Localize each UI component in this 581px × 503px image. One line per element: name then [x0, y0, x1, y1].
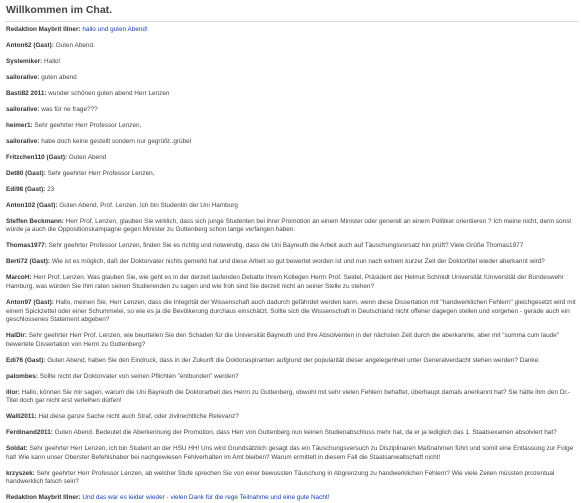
chat-message — [6, 58, 578, 67]
chat-message — [6, 26, 578, 35]
message-text: Sehr geehrter Professor Lenzen, finden Sie es richtig und notwendig, dass die Uni Bayreuth die Arbeit auch auf Täuschungsvorsatz hin prüft? Viele Grüße Thomas1977 — [48, 242, 524, 250]
message-sender: krzyszek: — [6, 469, 35, 477]
message-text: Hallo, meinen Sie, Herr Lenzen, dass die Integrität der Wissenschaft auch dadurch gefährdet werden kann, wenn diese Dissertation mit "handwerklichen Fehlern" gleichgesetzt wird mit einem Spickzettel oder einer Schummelei, so wie es ja die Bevölkerung durchaus einschätzt. Sollte sich die Wissenschaft in Deutschland nicht offener dagegen stellen und vorgehen - gerade auch ein geschlossenes Statement abgeben? — [6, 298, 576, 324]
message-sender: Det80 (Gast): — [6, 169, 46, 177]
message-sender: Anton102 (Gast): — [6, 201, 58, 209]
message-sender: Soldat: — [6, 445, 28, 453]
message-sender: MarcoH: — [6, 274, 32, 282]
message-sender: Redaktion Maybrit Illner: — [6, 494, 81, 502]
chat-message — [6, 242, 578, 251]
message-sender: Redaktion Maybrit Illner: — [6, 26, 81, 33]
message-sender: sailoralive: — [6, 137, 40, 145]
chat-message — [6, 218, 578, 235]
message-text: Und das war es leider wieder - vielen Dank für die rege Teilnahme und eine gute Nacht! — [82, 494, 330, 502]
message-sender: sailoralive: — [6, 105, 40, 113]
chat-message — [6, 445, 578, 462]
message-sender: Thomas1977: — [6, 242, 47, 250]
message-text: 23 — [47, 185, 55, 193]
chat-message — [6, 122, 578, 131]
message-text: wunder schönen guten abend Herr Lenzen — [48, 89, 170, 97]
message-sender: Steffen Beckmann: — [6, 217, 64, 225]
message-text: Herr Prof. Lenzen. Was glauben Sie, wie geht es in der derzeit laufenden Debatte Ihrem Kollegen Herrn Prof. Seidel, Präsident der Helmut Schmidt Universität /Universität der Bundeswehr Hamburg, was würden Sie Ihm raten seinen Studierenden zu sagen und wie froh sind Sie derzeit nicht an seiner Stelle zu stehen? — [6, 274, 564, 290]
chat-title: Willkommen im Chat. — [6, 4, 113, 16]
message-text: Sollte nicht der Doktorvater von seinen Pflichten "entbunden" werden? — [39, 372, 239, 380]
message-sender: Ferdinand2011: — [6, 429, 53, 437]
message-text: Sehr geehrter Herr Professor Lenzen, ab welcher Stufe sprechen Sie von einer bewussten Täuschung in Abgrenzung zu handwerklichen Fehlern? Wie viele Zeilen müssten prozentual handwerklich falsch sein? — [6, 469, 555, 486]
chat-message — [6, 494, 578, 503]
chat-message — [6, 413, 578, 422]
title-divider — [6, 21, 578, 22]
message-sender: heimer1: — [6, 121, 33, 129]
message-sender: palombes: — [6, 372, 38, 380]
message-text: Hat diese ganze Sache nicht auch Straf, oder zivilrechtliche Relevanz? — [38, 413, 239, 421]
message-text: Guten Abend — [68, 153, 107, 161]
message-text: Guten Abend, Prof. Lenzen. Ich bin Studentin der Uni Hamburg — [59, 201, 238, 209]
chat-message — [6, 389, 578, 406]
message-list — [6, 26, 578, 503]
chat-message — [6, 42, 578, 51]
chat-message — [6, 429, 578, 438]
chat-message — [6, 170, 578, 179]
message-text: Sehr geehrter Herr Professor Lenzen, — [47, 169, 155, 177]
message-sender: HalDir: — [6, 332, 27, 340]
message-sender: Berti72 (Gast): — [6, 258, 51, 266]
chat-message — [6, 332, 578, 349]
message-sender: Edi76 (Gast): — [6, 356, 46, 364]
message-sender: Fritzchen110 (Gast): — [6, 153, 68, 161]
message-text: Guten Abend. — [55, 41, 95, 49]
message-sender: Anton97 (Gast): — [6, 298, 54, 306]
message-text: Sehr geehrter Herr Professor Lenzen, — [34, 121, 142, 129]
message-text: Guten Abend. Bedeutet die Aberkennung der Promotion, dass Herr von Guttenberg nun keinen Studienabschluss mehr hat, da er ja lediglich das 1. Staatsexamen absolviert hat? — [54, 429, 557, 437]
chat-message — [6, 90, 578, 99]
message-text: Wie ist es möglich, daß der Doktorvater nichts gemerkt hat und diese Arbeit so gut bewertet worden ist und nun nach extrem kurzer Zeit der Doktortitel wieder aberkannt wird? — [51, 258, 545, 266]
message-text: Hallo! — [44, 57, 61, 65]
message-sender: Walli2011: — [6, 413, 37, 421]
message-text: guten abend — [41, 73, 77, 81]
chat-message — [6, 258, 578, 267]
chat-message — [6, 106, 578, 115]
chat-message — [6, 274, 578, 291]
chat-message — [6, 357, 578, 366]
chat-message — [6, 74, 578, 83]
message-sender: Edi98 (Gast): — [6, 185, 46, 193]
message-text: Herr Prof. Lenzen, glauben Sie wirklich, dass sich junge Studenten bei ihrer Promotion an einem Minister oder generell an einem Politiker orientieren ? Ich meine nicht, denn sonst würde ja auch die Oppositionskampagne gegen Minister zu Guttenberg schon lange verfangen haben. — [6, 217, 572, 234]
message-sender: sailoralive: — [6, 73, 40, 81]
chat-message — [6, 373, 578, 382]
message-text: Sehr geehrter Herr Prof. Lenzen, wie beurteilen Sie den Schaden für die Universität Bayreuth und Ihre Absolventen in der nächsten Zeit durch die aberkannte, aber mit "summa cum laude" bewertete Dissertation von Herrn zu Guttenberg? — [6, 332, 560, 348]
message-sender: Systemiker: — [6, 57, 43, 65]
message-sender: illor: — [6, 388, 20, 396]
message-text: Sehr geehrter Herr Lenzen, ich bin Student an der HSU HH! Uns wird Grundsätzlich gesagt das ein Täuschungsversuch zu Disziplinaren Maßnahmen führt und somit eine Entlassung zur Folge hat! Wie kann unser Oberster Befehlshaber bei nachgewiesen Fehlverhalten im Amt bleiben? Warum ermittelt in diesem Fall die Staatsanwaltschaft nicht! — [6, 445, 574, 461]
chat-message — [6, 299, 578, 325]
message-text: hallo und guten Abend! — [82, 26, 148, 33]
chat-message — [6, 154, 578, 163]
message-text: habe doch keine gestellt sondern nur gegrüßt..grübel — [41, 137, 192, 145]
message-text: Guten Abend, haben Sie den Eindruck, dass in der Zukunft die Doktoraspiranten aufgrund der popularität dieser angelegenheit unter Generalverdacht stehen werden? Danke. — [47, 356, 540, 364]
message-sender: Basti82 2011: — [6, 89, 47, 97]
chat-message — [6, 202, 578, 211]
chat-message — [6, 186, 578, 195]
message-text: Hallo, können Sie mir sagen, warum die Uni Bayreuth die Doktorarbeit des Herrn zu Guttenberg, obwohl mit sehr vielen Fehlern behaftet, überhaupt damals anerkannt hat? Sie hätte ihm den Dr.-Titel doch gar nicht erst verleihen dürfen! — [6, 388, 571, 405]
chat-message — [6, 138, 578, 147]
message-sender: Anton62 (Gast): — [6, 41, 54, 49]
chat-message — [6, 470, 578, 487]
message-text: was für ne frage??? — [41, 105, 98, 113]
